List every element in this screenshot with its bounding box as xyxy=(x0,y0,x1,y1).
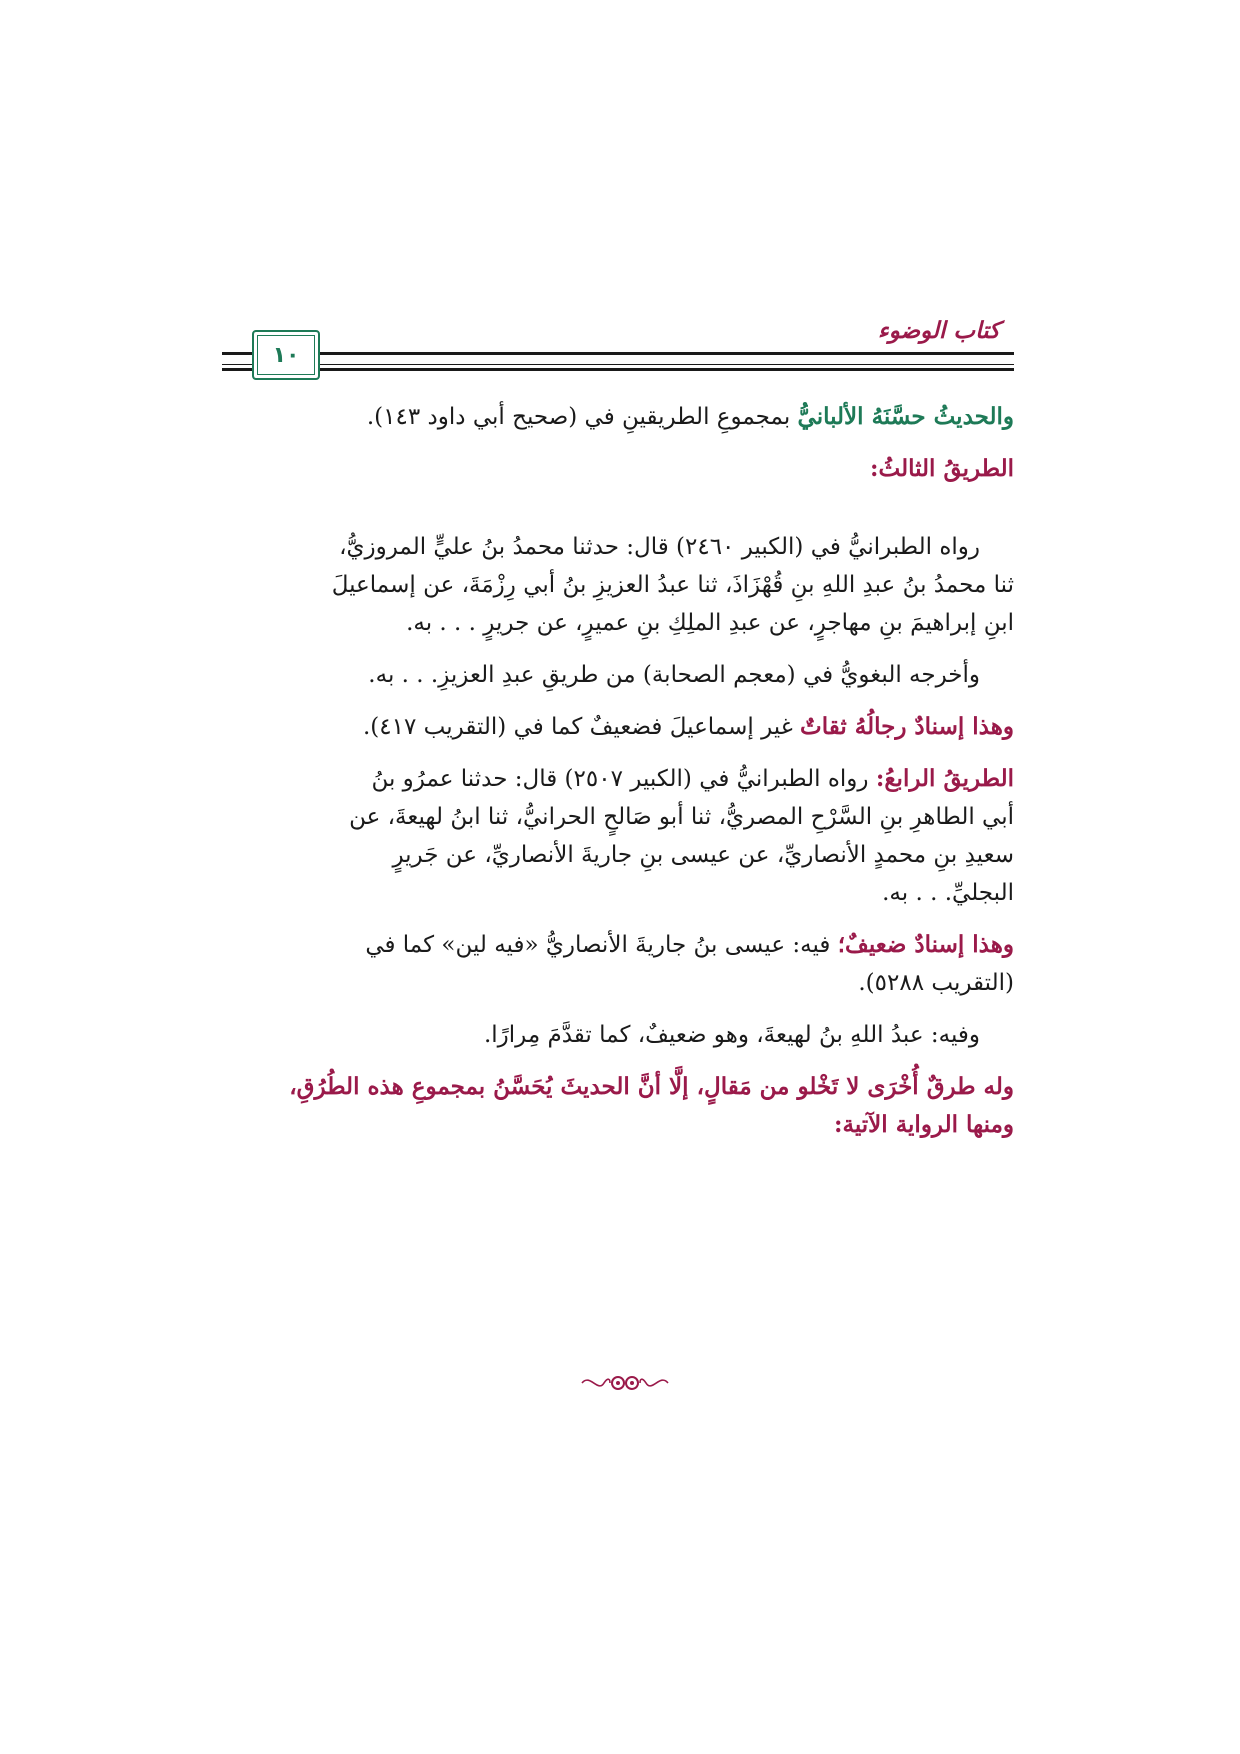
page-number: ١٠ xyxy=(272,342,300,368)
text: رواه الطبرانيُّ في (الكبير ٢٥٠٧) قال: حدثنا عمرُو بنُ xyxy=(371,766,876,792)
paragraph-5 xyxy=(222,760,1014,798)
paragraph-line: البجليِّ. . . به. xyxy=(882,880,1014,906)
paragraph-line: رواه الطبرانيُّ في (الكبير ٢٤٦٠) قال: حدثنا محمدُ بنُ عليٍّ المروزيُّ، xyxy=(339,534,980,560)
paragraph-line: (التقريب ٥٢٨٨). xyxy=(858,970,1014,996)
paragraph-1 xyxy=(222,398,1014,436)
highlight-red: وهذا إسنادٌ ضعيفٌ؛ xyxy=(837,931,1014,958)
section-heading: الطريقُ الثالثُ: xyxy=(870,455,1014,482)
book-title: كتاب الوضوء xyxy=(877,318,1000,344)
paragraph-6 xyxy=(222,926,1014,964)
paragraph-line: أبي الطاهرِ بنِ السَّرْحِ المصريُّ، ثنا أبو صَالحٍ الحرانيُّ، ثنا ابنُ لهيعةَ، عن xyxy=(349,804,1014,830)
closing-line: ومنها الرواية الآتية: xyxy=(834,1111,1014,1138)
page-header xyxy=(222,318,1014,396)
highlight-red: وهذا إسنادٌ رجالُهُ ثقاتٌ xyxy=(800,713,1014,740)
text: فيه: عيسى بنُ جاريةَ الأنصاريُّ «فيه لين» كما في xyxy=(365,932,838,958)
paragraph-line: وفيه: عبدُ اللهِ بنُ لهيعةَ، وهو ضعيفٌ، كما تقدَّمَ مِرارًا. xyxy=(483,1022,980,1048)
body-text xyxy=(222,398,1014,1144)
highlight-green: والحديثُ حسَّنَهُ الألبانيُّ xyxy=(797,403,1014,430)
page-number-frame xyxy=(252,330,320,380)
header-rule xyxy=(222,352,1014,355)
closing-line: وله طرقٌ أُخْرَى لا تَخْلو من مَقالٍ، إلَّا أنَّ الحديثَ يُحَسَّنُ بمجموعِ هذه الطُرُقِ، xyxy=(289,1073,1014,1100)
text: غير إسماعيلَ فضعيفٌ كما في (التقريب ٤١٧). xyxy=(362,714,801,740)
paragraph-line: ابنِ إبراهيمَ بنِ مهاجرٍ، عن عبدِ الملِكِ بنِ عميرٍ، عن جريرٍ . . . به. xyxy=(406,610,1014,636)
paragraph-4 xyxy=(222,708,1014,746)
paragraph-line: وأخرجه البغويُّ في (معجم الصحابة) من طريقِ عبدِ العزيزِ. . . به. xyxy=(368,662,980,688)
ornament-divider-icon xyxy=(580,1368,670,1398)
paragraph-line: سعيدِ بنِ محمدٍ الأنصاريِّ، عن عيسى بنِ جاريةَ الأنصاريِّ، عن جَريرٍ xyxy=(392,842,1014,868)
header-rule xyxy=(222,364,1014,365)
text: بمجموعِ الطريقينِ في (صحيح أبي داود ١٤٣). xyxy=(366,404,798,430)
header-rule xyxy=(222,368,1014,371)
paragraph-line: ثنا محمدُ بنُ عبدِ اللهِ بنِ قُهْزَاذَ، ثنا عبدُ العزيزِ بنُ أبي رِزْمَةَ، عن إسماعيلَ xyxy=(331,572,1014,598)
highlight-red: الطريقُ الرابعُ: xyxy=(875,765,1014,792)
